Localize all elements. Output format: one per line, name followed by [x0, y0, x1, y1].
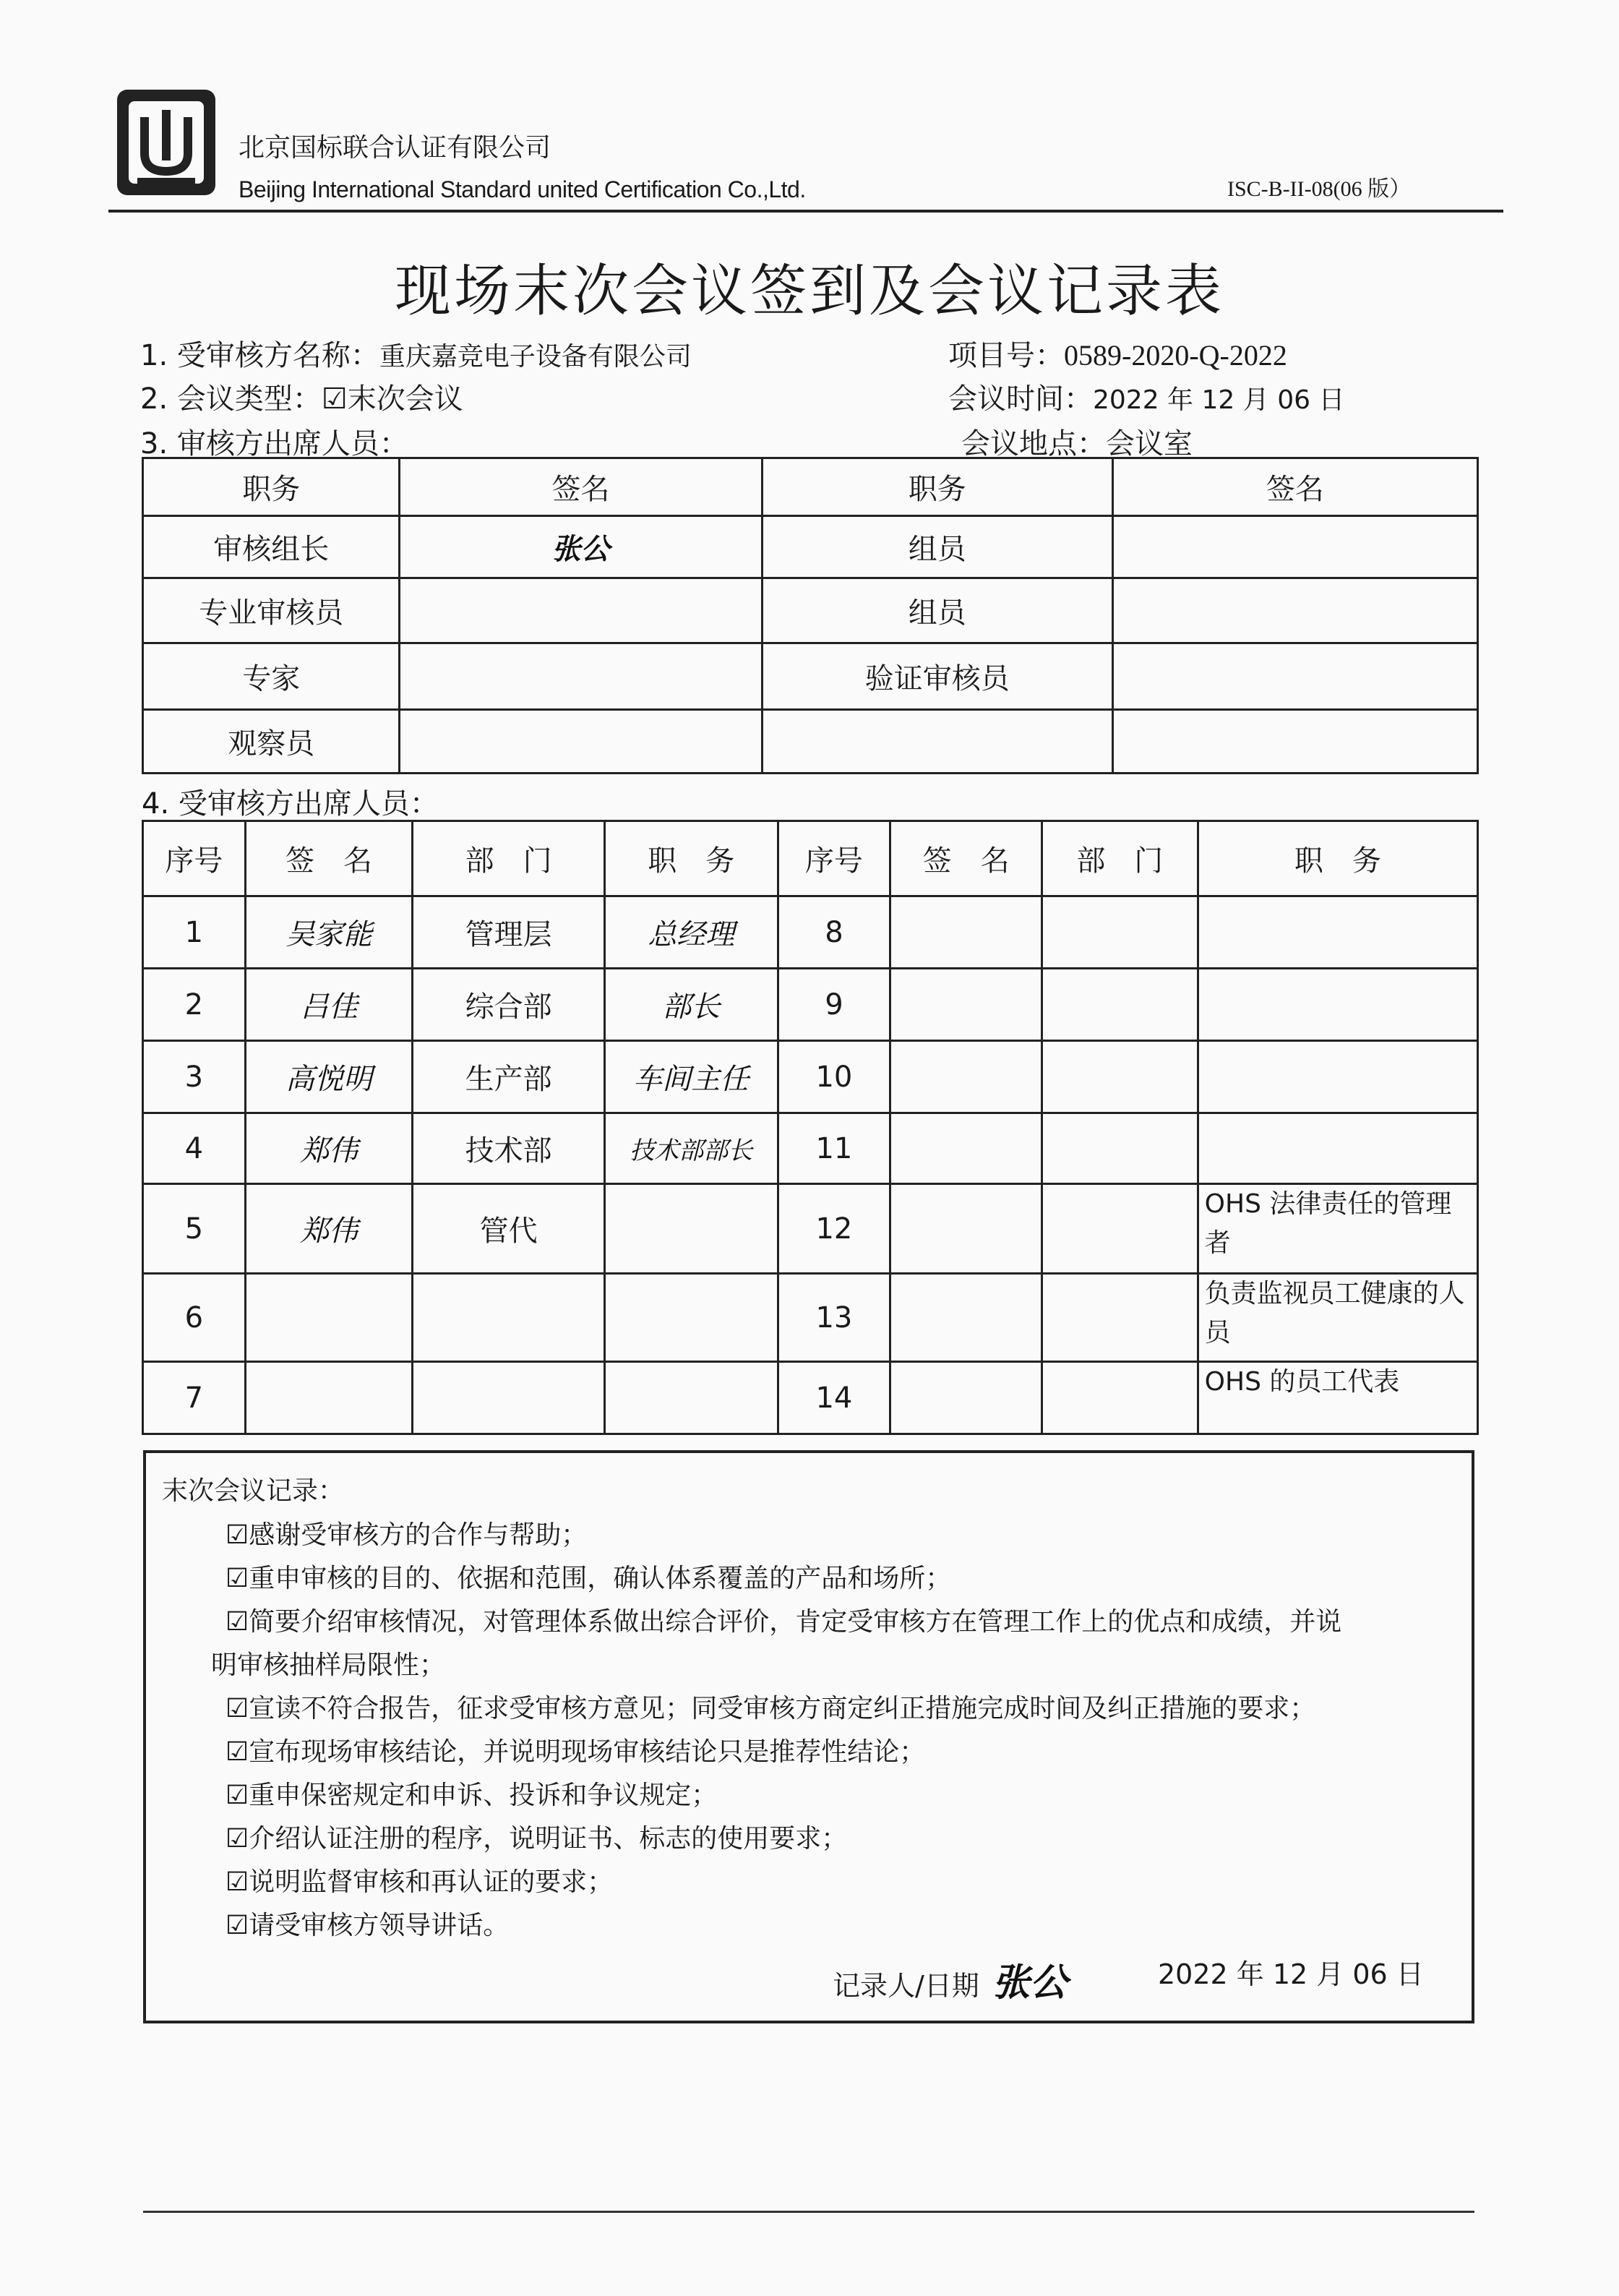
signature-cell [890, 969, 1042, 1041]
signature-cell: 郑伟 [245, 1184, 413, 1274]
department-cell: 管理层 [413, 896, 605, 969]
department-cell [1042, 1362, 1198, 1434]
department-cell: 技术部 [413, 1113, 605, 1184]
role-cell: 观察员 [143, 710, 400, 774]
number-cell: 1 [143, 896, 246, 969]
auditee-attendance-table [142, 820, 1479, 1435]
signature-cell [245, 1274, 413, 1362]
signature-cell [1112, 710, 1477, 774]
signature-cell [1112, 578, 1477, 643]
department-cell [413, 1274, 605, 1362]
table-row [143, 710, 1478, 774]
department-cell [1042, 1113, 1198, 1184]
records-title: 末次会议记录： [162, 1476, 345, 1506]
record-item: ☑感谢受审核方的合作与帮助； [226, 1520, 588, 1550]
signature-cell [890, 1041, 1042, 1113]
meeting-type-label: 2. 会议类型： [140, 382, 322, 416]
number-cell: 11 [778, 1113, 890, 1184]
signature-cell [400, 643, 762, 710]
record-item: ☑宣读不符合报告，征求受审核方意见；同受审核方商定纠正措施完成时间及纠正措施的要求； [226, 1694, 1316, 1723]
auditee-value: 重庆嘉竞电子设备有限公司 [379, 342, 692, 372]
number-cell: 10 [778, 1041, 890, 1113]
number-cell: 5 [143, 1184, 246, 1274]
number-cell: 2 [143, 969, 246, 1041]
position-cell: 负责监视员工健康的人员 [1198, 1274, 1477, 1362]
signature-cell: 高悦明 [245, 1041, 413, 1113]
number-cell: 12 [778, 1184, 890, 1274]
footer-divider [143, 2211, 1474, 2213]
number-cell: 6 [143, 1274, 246, 1362]
auditor-attendance-table [142, 457, 1479, 774]
meeting-records-box [143, 1450, 1474, 2023]
company-name-en: Beijing International Standard united Certification Co.,Ltd. [239, 176, 806, 202]
meeting-time-row [948, 376, 1344, 417]
record-item: ☑说明监督审核和再认证的要求； [226, 1867, 614, 1897]
position-cell [604, 1184, 778, 1274]
department-cell [1042, 1041, 1198, 1113]
header-role: 职务 [143, 458, 400, 516]
record-item: ☑请受审核方领导讲话。 [226, 1911, 510, 1940]
auditee-name-row [140, 333, 692, 374]
number-cell: 3 [143, 1041, 246, 1113]
project-number-row [948, 333, 1287, 374]
location-label: 会议地点： [961, 427, 1106, 461]
record-item: ☑宣布现场审核结论，并说明现场审核结论只是推荐性结论； [226, 1737, 926, 1767]
signature-cell [400, 710, 762, 774]
meeting-type-row [140, 376, 463, 417]
table-row [143, 969, 1478, 1041]
position-cell [1198, 896, 1477, 969]
position-cell [604, 1362, 778, 1434]
table-row [143, 1362, 1478, 1434]
recorder-label: 记录人/日期 [833, 1970, 979, 2002]
signature-cell [890, 1184, 1042, 1274]
header-number: 序号 [778, 821, 890, 896]
record-date: 2022 年 12 月 06 日 [1158, 1958, 1424, 1990]
role-cell: 组员 [762, 516, 1112, 578]
header-signature: 签 名 [890, 821, 1042, 896]
department-cell [413, 1362, 605, 1434]
page-title: 现场末次会议签到及会议记录表 [394, 259, 1224, 324]
position-cell [1198, 1113, 1477, 1184]
signature-cell [890, 1362, 1042, 1434]
header-department: 部 门 [413, 821, 605, 896]
department-cell: 综合部 [413, 969, 605, 1041]
role-cell: 专业审核员 [143, 578, 400, 643]
number-cell: 14 [778, 1362, 890, 1434]
position-cell [1198, 1041, 1477, 1113]
document-code: ISC-B-II-08(06 版） [1227, 177, 1412, 201]
signature-cell [1112, 516, 1477, 578]
role-cell: 组员 [762, 578, 1112, 643]
position-cell: 部长 [604, 969, 778, 1041]
record-item: ☑重申审核的目的、依据和范围，确认体系覆盖的产品和场所； [226, 1564, 952, 1593]
department-cell [1042, 896, 1198, 969]
position-cell: 总经理 [604, 896, 778, 969]
position-cell: 车间主任 [604, 1041, 778, 1113]
meeting-type-value: ☑末次会议 [321, 382, 463, 416]
meeting-time-value: 2022 年 12 月 06 日 [1093, 385, 1345, 415]
header-signature: 签名 [1112, 458, 1477, 516]
company-logo [116, 88, 217, 197]
signature-cell [245, 1362, 413, 1434]
position-cell: 技术部部长 [604, 1113, 778, 1184]
header-department: 部 门 [1042, 821, 1198, 896]
signature-cell [890, 1113, 1042, 1184]
auditee-label: 1. 受审核方名称： [140, 339, 379, 372]
project-value: 0589-2020-Q-2022 [1064, 339, 1287, 372]
header-signature: 签 名 [245, 821, 413, 896]
department-cell [1042, 969, 1198, 1041]
role-cell: 专家 [143, 643, 400, 710]
auditee-attendees-label: 4. 受审核方出席人员： [142, 787, 439, 821]
role-cell: 验证审核员 [762, 643, 1112, 710]
position-cell: OHS 的员工代表 [1198, 1362, 1477, 1434]
meeting-location-row [961, 421, 1193, 462]
table-row [143, 516, 1478, 578]
record-item: ☑介绍认证注册的程序，说明证书、标志的使用要求； [226, 1824, 848, 1854]
header-number: 序号 [143, 821, 246, 896]
number-cell: 13 [778, 1274, 890, 1362]
project-label: 项目号： [948, 339, 1064, 372]
header-role: 职务 [762, 458, 1112, 516]
table-row [143, 896, 1478, 969]
signature-cell [890, 896, 1042, 969]
auditor-attendees-label: 3. 审核方出席人员： [140, 427, 408, 461]
header-position: 职 务 [1198, 821, 1477, 896]
attendee-table-header [143, 821, 1478, 896]
recorder-signature: 张公 [992, 1961, 1068, 2005]
department-cell [1042, 1184, 1198, 1274]
number-cell: 4 [143, 1113, 246, 1184]
meeting-time-label: 会议时间： [948, 382, 1093, 416]
table-row [143, 1041, 1478, 1113]
signature-cell [1112, 643, 1477, 710]
number-cell: 8 [778, 896, 890, 969]
signature-cell: 张公 [400, 516, 762, 578]
department-cell: 管代 [413, 1184, 605, 1274]
record-item: ☑重申保密规定和申诉、投诉和争议规定； [226, 1781, 718, 1810]
record-item-continuation: 明审核抽样局限性； [211, 1650, 446, 1680]
company-name-cn: 北京国标联合认证有限公司 [239, 133, 551, 163]
position-cell: OHS 法律责任的管理者 [1198, 1184, 1477, 1274]
table-row [143, 1184, 1478, 1274]
signature-cell: 吕佳 [245, 969, 413, 1041]
records-list [211, 1514, 1469, 1948]
signature-cell [400, 578, 762, 643]
header-signature: 签名 [400, 458, 762, 516]
signature-cell: 郑伟 [245, 1113, 413, 1184]
signature-cell: 吴家能 [245, 896, 413, 969]
department-cell [1042, 1274, 1198, 1362]
number-cell: 9 [778, 969, 890, 1041]
table-row [143, 578, 1478, 643]
signature-cell [890, 1274, 1042, 1362]
recorder-row [833, 1952, 1068, 2006]
location-value: 会议室 [1106, 427, 1193, 461]
table-row [143, 643, 1478, 710]
role-cell [762, 710, 1112, 774]
table-row [143, 1113, 1478, 1184]
header-divider [108, 210, 1503, 213]
table-row [143, 1274, 1478, 1362]
auditor-table-header [143, 458, 1478, 516]
record-item: ☑简要介绍审核情况，对管理体系做出综合评价，肯定受审核方在管理工作上的优点和成绩，并说 [226, 1607, 1342, 1637]
header-position: 职 务 [604, 821, 778, 896]
position-cell [604, 1274, 778, 1362]
department-cell: 生产部 [413, 1041, 605, 1113]
role-cell: 审核组长 [143, 516, 400, 578]
position-cell [1198, 969, 1477, 1041]
number-cell: 7 [143, 1362, 246, 1434]
